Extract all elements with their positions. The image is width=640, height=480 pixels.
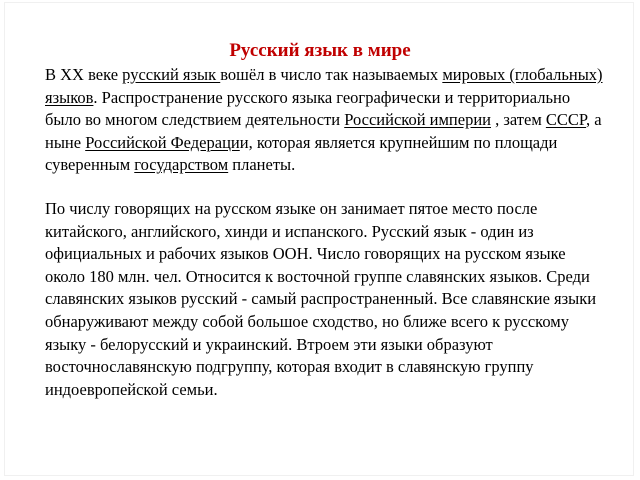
link-russian-federation[interactable]: Российской Федераци xyxy=(85,132,240,152)
paragraph-1-text-4: , затем xyxy=(491,110,546,130)
paragraph-1-text-7: планеты. xyxy=(228,155,296,175)
paragraph-1-text-5: , а ныне xyxy=(45,110,602,152)
paragraph-2: По числу говорящих на русском языке он занимает пятое место после китайского, английского, хинди и испанского. Русский язык - один из официальных и рабочих языков ООН. Число говорящих на русском языке около 180 млн. чел. Относится к восточной группе славянских языков. Среди славянских языков русский - самый распространенный. Все славянские языки обнаруживают между собой большое сходство, но ближе всего к русскому языку - белорусский и украинский. Втроем эти языки образуют восточнославянскую подгруппу, которая входит в славянскую группу индоевропейской семьи. xyxy=(45,198,597,399)
slide-title: Русский язык в мире xyxy=(229,40,411,61)
paragraph-1 xyxy=(45,64,605,177)
link-russian-empire[interactable]: Российской империи xyxy=(344,110,491,130)
slide-body xyxy=(45,64,605,401)
link-world-languages[interactable]: мировых (глобальных) языков xyxy=(45,65,603,107)
link-russian-language[interactable]: русский язык xyxy=(122,65,221,84)
link-state[interactable]: государством xyxy=(134,155,229,175)
paragraph-1-text-2: вошёл в число так называемых xyxy=(220,65,443,84)
paragraph-1-text-6: и, которая является крупнейшим по площади суверенным xyxy=(45,132,558,175)
paragraph-1-text-1: В XX веке xyxy=(45,65,123,84)
paragraph-1-text-3: . Распространение русского языка географически и территориально было во многом следствием деятельности xyxy=(45,87,571,130)
link-ussr[interactable]: СССР xyxy=(545,110,587,130)
